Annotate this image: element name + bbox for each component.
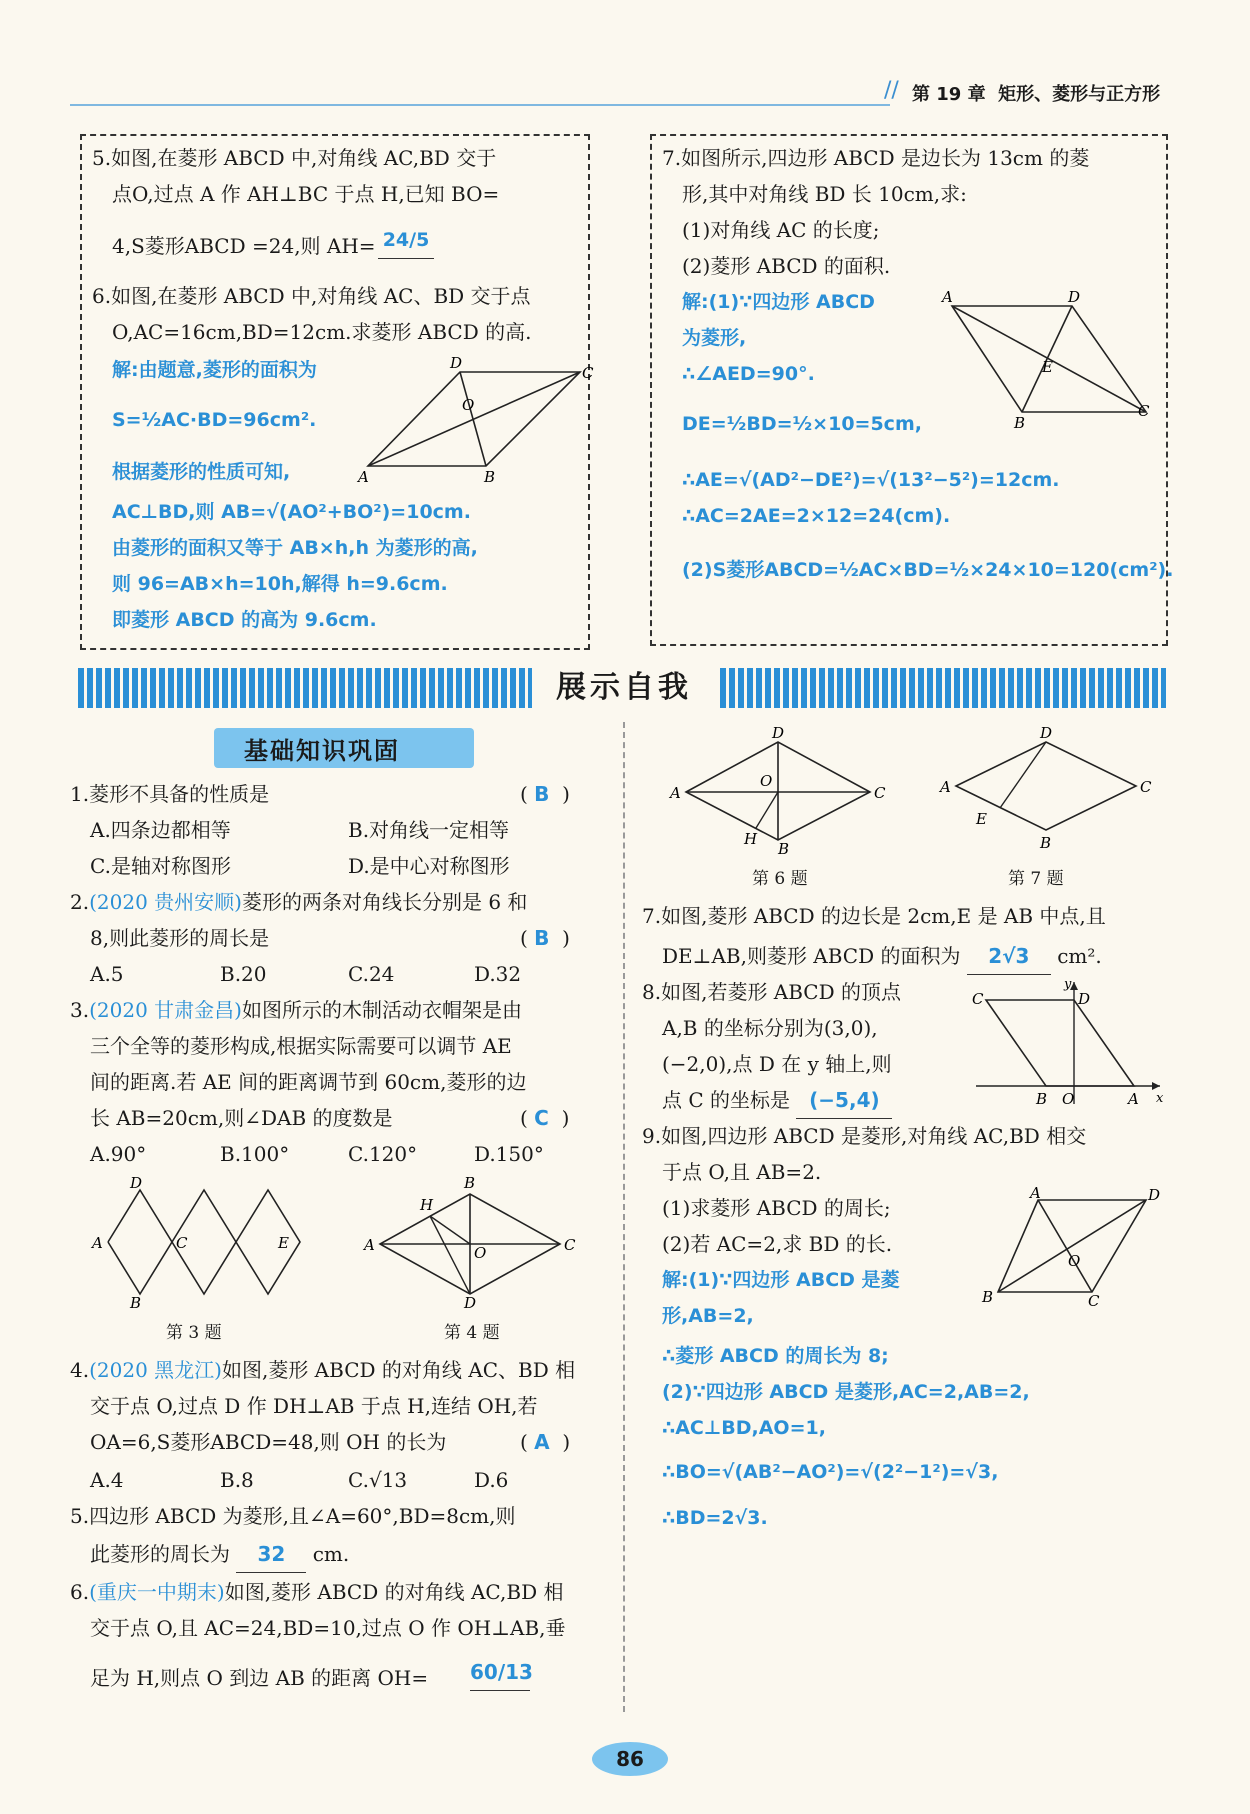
tl-sol-4: AC⊥BD,则 AB=√(AO²+BO²)=10cm. [112,501,471,523]
svg-text:C: C [176,1234,188,1252]
tr-sol-5: ∴AE=√(AD²−DE²)=√(13²−5²)=12cm. [682,469,1060,491]
svg-text:D: D [450,354,463,372]
header-rule [70,104,890,106]
svg-text:x: x [1156,1091,1164,1106]
svg-text:A: A [1128,1090,1139,1108]
fig-tl-q6 [358,354,594,486]
lc-q3-line4: 长 AB=20cm,则∠DAB 的度数是 [90,1106,393,1130]
lc-q2-ans-wrap: ( B ) [520,926,570,950]
svg-text:C: C [972,990,984,1008]
lc-q1-opt-c: C.是轴对称图形 [90,854,231,878]
lc-q4-line2: 交于点 O,过点 D 作 DH⊥AB 于点 H,连结 OH,若 [90,1394,538,1418]
lc-q1-opt-b: B.对角线一定相等 [348,818,510,842]
lc-q3-line3: 间的距离.若 AE 间的距离调节到 60cm,菱形的边 [90,1070,527,1094]
lc-q3-line1: 3.(2020 甘肃金昌)如图所示的木制活动衣帽架是由 [70,998,522,1022]
lc-q5-line1: 5.四边形 ABCD 为菱形,且∠A=60°,BD=8cm,则 [70,1504,516,1528]
rc-sol-6: ∴BO=√(AB²−AO²)=√(2²−1²)=√3, [662,1461,999,1483]
tl-q6-line1: 6.如图,在菱形 ABCD 中,对角线 AC、BD 交于点 [92,284,531,308]
lc-q2-opt-d: D.32 [474,962,522,986]
svg-text:O: O [474,1244,487,1262]
fig-rc-q9 [976,1184,1166,1310]
svg-text:A: A [670,784,681,802]
lc-q3-opt-a: A.90° [90,1142,147,1166]
svg-text:A: A [1030,1184,1041,1202]
rc-q8-line3: (−2,0),点 D 在 y 轴上,则 [662,1052,892,1076]
tl-q6-line2: O,AC=16cm,BD=12cm.求菱形 ABCD 的高. [112,320,532,344]
fig-lc-q4 [360,1174,590,1312]
lc-q1-opt-d: D.是中心对称图形 [348,854,510,878]
tl-sol-7: 即菱形 ABCD 的高为 9.6cm. [112,609,377,631]
lc-q3-opt-b: B.100° [220,1142,290,1166]
rc-q8-line2: A,B 的坐标分别为(3,0), [662,1016,878,1040]
tl-sol-6: 则 96=AB×h=10h,解得 h=9.6cm. [112,573,448,595]
chapter-header: 第 19 章 矩形、菱形与正方形 [912,84,1161,105]
lc-q4-line3: OA=6,S菱形ABCD=48,则 OH 的长为 [90,1430,447,1454]
svg-text:E: E [278,1234,289,1252]
lc-q1-ans-wrap: ( B ) [520,782,570,806]
tl-q5-line2: 点O,过点 A 作 AH⊥BC 于点 H,已知 BO= [112,182,500,206]
tr-sol-2: 为菱形, [682,327,747,349]
lc-q4-line1: 4.(2020 黑龙江)如图,菱形 ABCD 的对角线 AC、BD 相 [70,1358,576,1382]
svg-text:D: D [1068,288,1081,306]
svg-text:C: C [874,784,886,802]
fig7-caption: 第 7 题 [1008,869,1064,889]
lc-q2-line2: 8,则此菱形的周长是 [90,926,270,950]
svg-text:A: A [358,468,369,486]
svg-text:A: A [364,1236,375,1254]
svg-text:B: B [982,1288,994,1306]
lc-q1: 1.菱形不具备的性质是 [70,782,270,806]
tr-sol-7: (2)S菱形ABCD=½AC×BD=½×24×10=120(cm²). [682,559,1174,581]
lc-q3-opt-d: D.150° [474,1142,544,1166]
svg-text:D: D [1078,990,1091,1008]
lc-q2-opt-c: C.24 [348,962,395,986]
svg-text:H: H [420,1196,434,1214]
lc-q3-opt-c: C.120° [348,1142,418,1166]
subsection-title: 基础知识巩固 [244,737,400,765]
fig-rc-q7 [940,724,1160,854]
rc-sol-7: ∴BD=2√3. [662,1507,768,1529]
svg-text:B: B [1036,1090,1048,1108]
tl-sol-3: 根据菱形的性质可知, [112,461,291,483]
tr-sol-6: ∴AC=2AE=2×12=24(cm). [682,505,951,527]
lc-q2-line1: 2.(2020 贵州安顺)菱形的两条对角线长分别是 6 和 [70,890,528,914]
rc-sol-5: ∴AC⊥BD,AO=1, [662,1417,826,1439]
svg-text:C: C [1140,778,1152,796]
lc-q2-opt-a: A.5 [90,962,124,986]
fig-rc-q6 [660,724,900,858]
tl-sol-5: 由菱形的面积又等于 AB×h,h 为菱形的高, [112,537,478,559]
tl-sol-1: 解:由题意,菱形的面积为 [112,359,317,381]
svg-text:A: A [940,778,951,796]
fig6-caption: 第 6 题 [752,869,808,889]
lc-q5-line2: 此菱形的周长为 32 cm. [90,1536,349,1573]
rc-q9-line4: (2)若 AC=2,求 BD 的长. [662,1232,893,1256]
svg-text:O: O [1068,1252,1081,1270]
svg-text:C: C [582,364,594,382]
tr-q7-line2: 形,其中对角线 BD 长 10cm,求: [682,182,967,206]
rc-q9-line1: 9.如图,四边形 ABCD 是菱形,对角线 AC,BD 相交 [642,1124,1087,1148]
svg-text:B: B [464,1174,476,1192]
rc-q7-line2: DE⊥AB,则菱形 ABCD 的面积为 2√3 cm². [662,938,1102,975]
svg-text:D: D [772,724,785,742]
rc-sol-3: ∴菱形 ABCD 的周长为 8; [662,1345,889,1367]
lc-q6-line3: 足为 H,则点 O 到边 AB 的距离 OH= [90,1666,429,1690]
tr-sol-1: 解:(1)∵四边形 ABCD [682,291,875,313]
lc-q6-answer: 60/13 [470,1654,530,1691]
svg-text:D: D [464,1294,477,1312]
fig3-caption: 第 3 题 [166,1323,222,1343]
svg-text:H: H [744,830,758,848]
rc-q7-line1: 7.如图,菱形 ABCD 的边长是 2cm,E 是 AB 中点,且 [642,904,1106,928]
lc-q4-opt-c: C.√13 [348,1468,408,1492]
svg-text:B: B [1014,414,1026,432]
svg-text:O: O [760,772,773,790]
svg-text:E: E [1042,358,1053,376]
fig-tr-q7 [940,288,1160,432]
rc-q9-line3: (1)求菱形 ABCD 的周长; [662,1196,891,1220]
svg-text:O: O [1062,1090,1075,1108]
svg-text:y: y [1064,977,1072,992]
tr-q7-line3: (1)对角线 AC 的长度; [682,218,880,242]
svg-text:O: O [462,396,475,414]
svg-text:C: C [1088,1292,1100,1310]
svg-text:C: C [1138,402,1150,420]
rc-sol-2: 形,AB=2, [662,1305,754,1327]
column-divider [623,722,625,1712]
fig-lc-q3 [90,1174,310,1312]
rc-q8-line4: 点 C 的坐标是 (−5,4) [662,1082,892,1119]
svg-text:B: B [1040,834,1052,852]
rc-q8-line1: 8.如图,若菱形 ABCD 的顶点 [642,980,902,1004]
svg-text:B: B [130,1294,142,1312]
tl-q5-answer: 24/5 [378,222,434,259]
tr-q7-line4: (2)菱形 ABCD 的面积. [682,254,891,278]
tl-sol-2: S=½AC·BD=96cm². [112,409,317,431]
svg-text:E: E [976,810,987,828]
rc-q9-line2: 于点 O,且 AB=2. [662,1160,822,1184]
section-band-right [720,668,1166,708]
lc-q6-line1: 6.(重庆一中期末)如图,菱形 ABCD 的对角线 AC,BD 相 [70,1580,564,1604]
lc-q3-line2: 三个全等的菱形构成,根据实际需要可以调节 AE [90,1034,512,1058]
tr-q7-line1: 7.如图所示,四边形 ABCD 是边长为 13cm 的菱 [662,146,1090,170]
tr-sol-3: ∴∠AED=90°. [682,363,815,385]
svg-text:C: C [564,1236,576,1254]
section-band-left [78,668,532,708]
lc-q6-line2: 交于点 O,且 AC=24,BD=10,过点 O 作 OH⊥AB,垂 [90,1616,566,1640]
fig4-caption: 第 4 题 [444,1323,500,1343]
svg-text:D: D [1040,724,1053,742]
svg-text:B: B [778,840,790,858]
lc-q4-opt-a: A.4 [90,1468,124,1492]
rc-sol-1: 解:(1)∵四边形 ABCD 是菱 [662,1269,900,1291]
svg-text:A: A [942,288,953,306]
lc-q4-opt-b: B.8 [220,1468,254,1492]
fig-rc-q8 [970,976,1170,1110]
lc-q1-opt-a: A.四条边都相等 [90,818,231,842]
lc-q4-ans-wrap: ( A ) [520,1430,571,1454]
rc-sol-4: (2)∵四边形 ABCD 是菱形,AC=2,AB=2, [662,1381,1030,1403]
svg-text:B: B [484,468,496,486]
tl-q5-line1: 5.如图,在菱形 ABCD 中,对角线 AC,BD 交于 [92,146,497,170]
lc-q4-opt-d: D.6 [474,1468,509,1492]
section-title: 展示自我 [556,670,692,705]
tr-sol-4: DE=½BD=½×10=5cm, [682,413,922,435]
svg-text:D: D [1148,1186,1161,1204]
page-number: 86 [592,1742,668,1776]
svg-text:A: A [92,1234,103,1252]
tl-q5-line3: 4,S菱形ABCD =24,则 AH= [112,234,376,258]
lc-q2-opt-b: B.20 [220,962,267,986]
header-slash-icon: // [884,78,899,103]
lc-q3-ans-wrap: ( C ) [520,1106,570,1130]
svg-text:D: D [130,1174,143,1192]
